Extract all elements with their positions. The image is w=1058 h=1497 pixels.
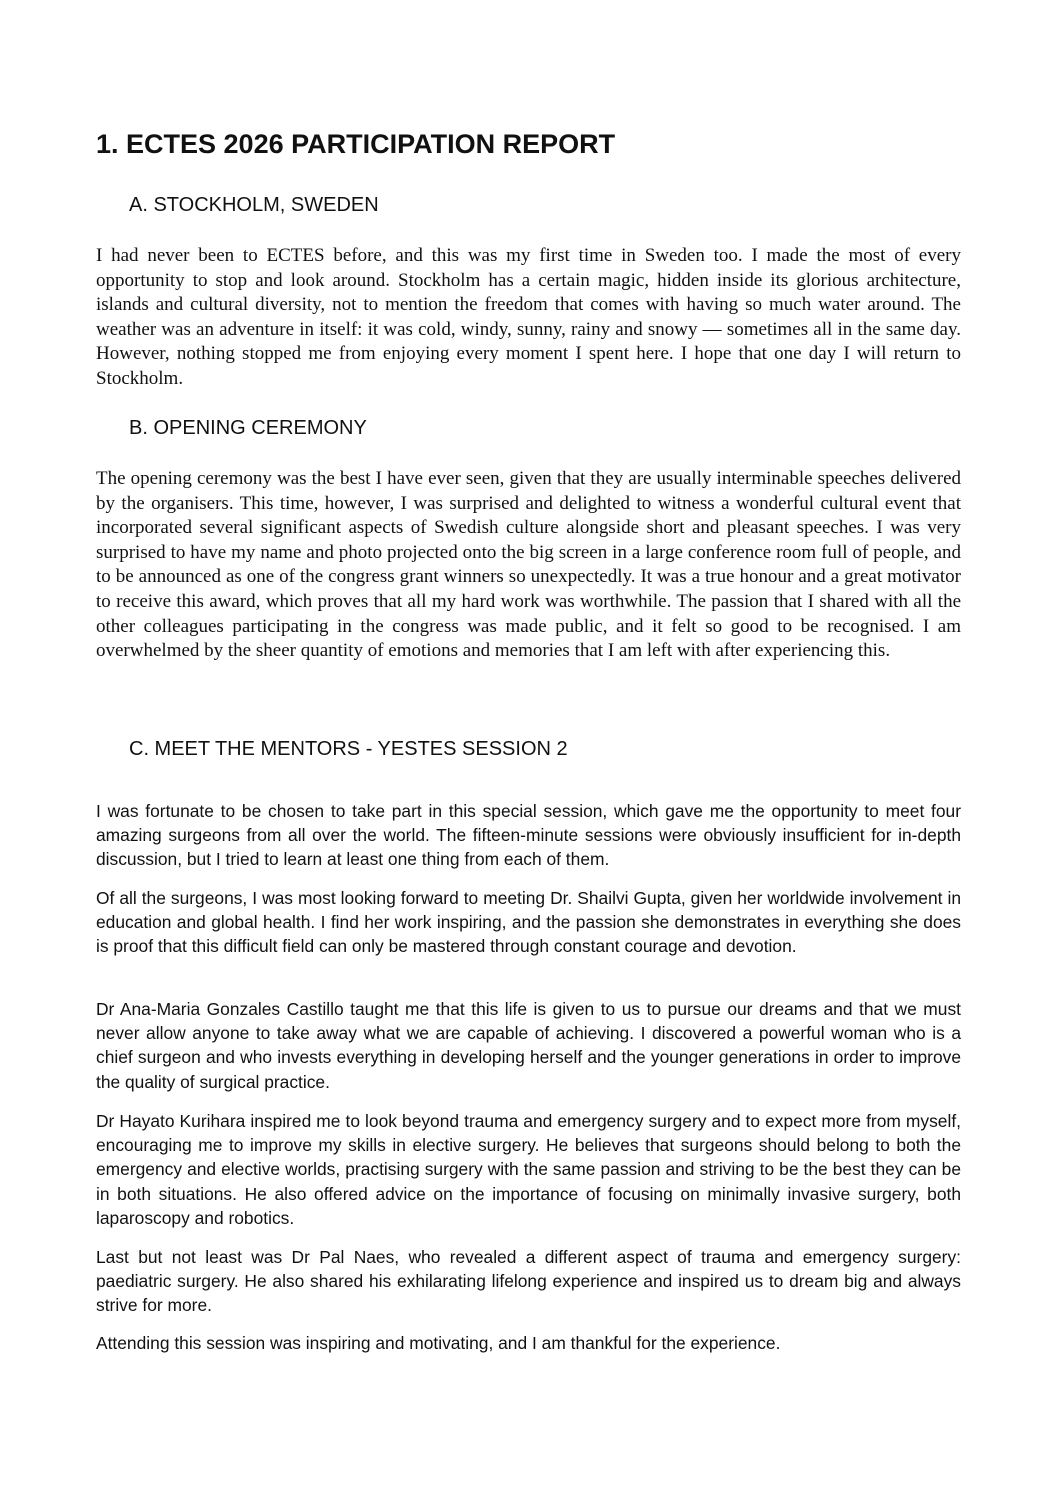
paragraph-opening-ceremony: The opening ceremony was the best I have ever seen, given that they are usually interminable speeches delivered by the organisers. This time, however, I was surprised and delighted to witness a wonderful cultural event that incorporated several significant aspects of Swedish culture alongside short and pleasant speeches. I was very surprised to have my name and photo projected onto the big screen in a large conference room full of people, and to be announced as one of the congress grant winners so unexpectedly. It was a true honour and a great motivator to receive this award, which proves that all my hard work was worthwhile. The passion that I shared with all the other colleagues participating in the congress was made public, and it felt so good to be recognised. I am overwhelmed by the sheer quantity of emotions and memories that I am left with after experiencing this.	[96, 468, 961, 662]
section-heading-stockholm: A. STOCKHOLM, SWEDEN	[129, 194, 379, 216]
paragraph-mentor-naes: Last but not least was Dr Pal Naes, who revealed a different aspect of trauma and emergency surgery: paediatric surgery. He also shared his exhilarating lifelong experience and inspired us to dream big and always strive for more.	[96, 1247, 961, 1316]
section-heading-meet-the-mentors: C. MEET THE MENTORS - YESTES SESSION 2	[129, 738, 568, 760]
report-title: 1. ECTES 2026 PARTICIPATION REPORT	[96, 129, 616, 159]
paragraph-stockholm: I had never been to ECTES before, and this was my first time in Sweden too. I made the most of every opportunity to stop and look around. Stockholm has a certain magic, hidden inside its glorious architecture, islands and cultural diversity, not to mention the freedom that comes with having so much water around. The weather was an adventure in itself: it was cold, windy, sunny, rainy and snowy — sometimes all in the same day. However, nothing stopped me from enjoying every moment I spent here. I hope that one day I will return to Stockholm.	[96, 245, 961, 389]
section-heading-opening-ceremony: B. OPENING CEREMONY	[129, 417, 367, 439]
paragraph-mentor-gupta: Of all the surgeons, I was most looking forward to meeting Dr. Shailvi Gupta, given her worldwide involvement in education and global health. I find her work inspiring, and the passion she demonstrates in everything she does is proof that this difficult field can only be mastered through constant courage and devotion.	[96, 888, 961, 957]
paragraph-mentors-intro: I was fortunate to be chosen to take part in this special session, which gave me the opportunity to meet four amazing surgeons from all over the world. The fifteen-minute sessions were obviously insufficient for in-depth discussion, but I tried to learn at least one thing from each of them.	[96, 801, 961, 870]
paragraph-mentor-kurihara: Dr Hayato Kurihara inspired me to look beyond trauma and emergency surgery and to expect more from myself, encouraging me to improve my skills in elective surgery. He believes that surgeons should belong to both the emergency and elective worlds, practising surgery with the same passion and striving to be the best they can be in both situations. He also offered advice on the importance of focusing on minimally invasive surgery, both laparoscopy and robotics.	[96, 1111, 961, 1228]
paragraph-mentor-castillo: Dr Ana-Maria Gonzales Castillo taught me that this life is given to us to pursue our dreams and that we must never allow anyone to take away what we are capable of achieving. I discovered a powerful woman who is a chief surgeon and who invests everything in developing herself and the younger generations in order to improve the quality of surgical practice.	[96, 999, 961, 1092]
paragraph-mentors-closing: Attending this session was inspiring and motivating, and I am thankful for the experience.	[96, 1333, 781, 1353]
